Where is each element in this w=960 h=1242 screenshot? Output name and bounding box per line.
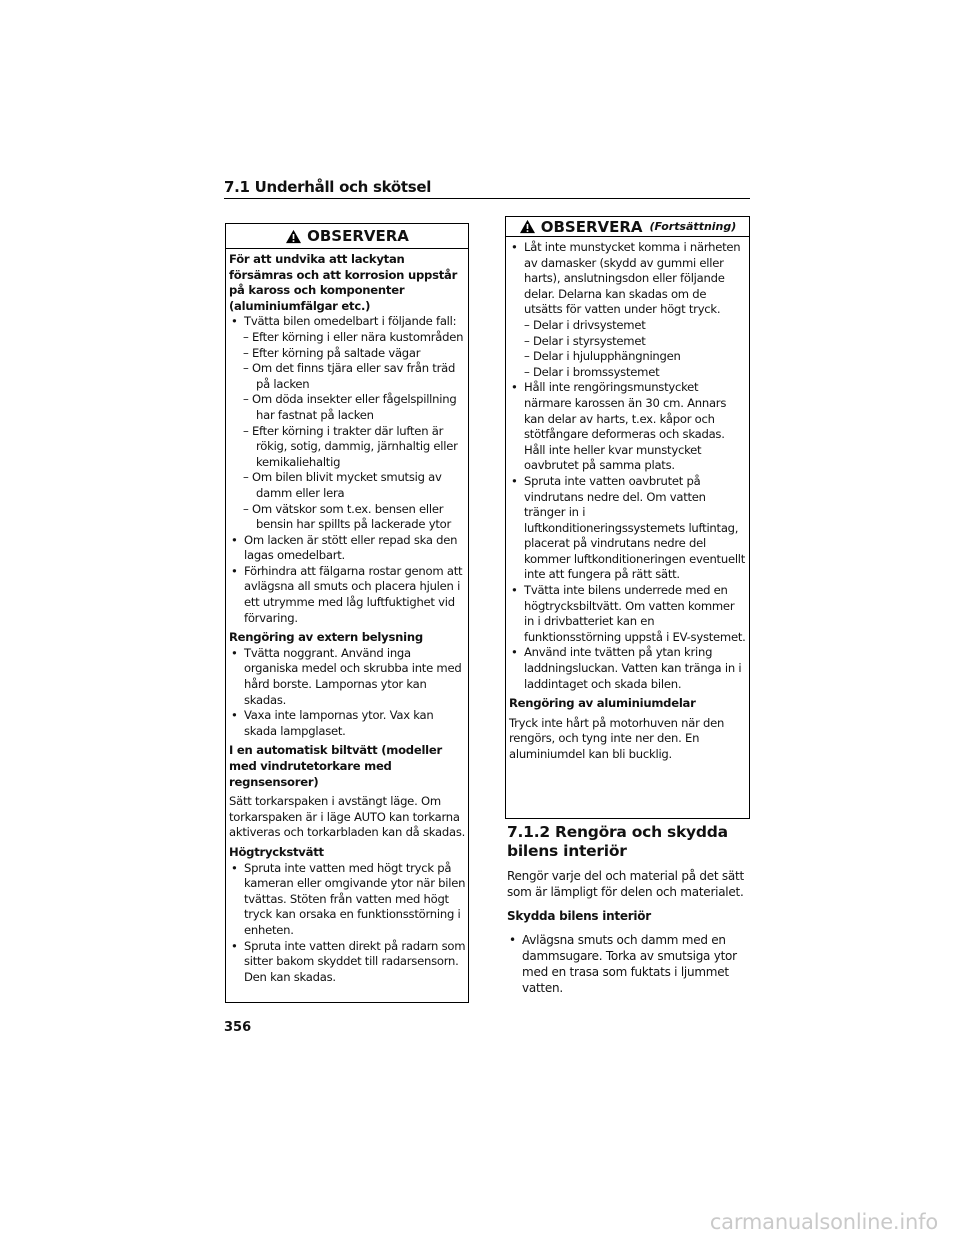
item-text: Tvätta bilen omedelbart i följande fall: bbox=[244, 314, 457, 329]
sub-item: – Efter körning på saltade vägar bbox=[243, 345, 421, 360]
item-text: Tvätta noggrant. Använd inga organiska medel och skrubba inte med hård borste. Lampornas ytor kan skadas. bbox=[244, 645, 462, 707]
sub-item: – Efter körning i eller nära kustområden bbox=[243, 329, 464, 344]
chapter-rule bbox=[224, 198, 750, 199]
bullet-dot: • bbox=[231, 645, 238, 660]
list-item bbox=[229, 646, 466, 708]
subheading: Rengöring av extern belysning bbox=[229, 630, 423, 645]
bullet-dot: • bbox=[231, 708, 238, 723]
caution-header bbox=[506, 217, 749, 237]
section-list bbox=[507, 932, 750, 996]
sub-item: – Delar i drivsystemet bbox=[524, 317, 646, 332]
item-text: Avlägsna smuts och damm med en dammsugare. Torka av smutsiga ytor med en trasa som fuktats i ljummet vatten. bbox=[522, 933, 737, 995]
item-text: Håll inte rengöringsmunstycket närmare karossen än 30 cm. Annars kan delar av harts, t.ex. kåpor och stötfångare deformeras och skadas. Håll inte heller kvar munstycket oavbrutet på samma plats. bbox=[524, 380, 727, 473]
list-item bbox=[509, 583, 747, 645]
page-number: 356 bbox=[224, 1020, 252, 1035]
item-text: Förhindra att fälgarna rostar genom att avlägsna all smuts och placera hjulen i ett utrymme med låg luftfuktighet vid förvaring. bbox=[244, 563, 463, 625]
list-item bbox=[229, 861, 466, 939]
item-text: Spruta inte vatten oavbrutet på vindrutans nedre del. Om vatten tränger in i luftkonditioneringssystemets luftintag, placerat på vindrutans nedre del kommer luftkonditioneringen eventuellt inte att fungera på rätt sätt. bbox=[524, 473, 746, 582]
list-item bbox=[509, 474, 747, 583]
bullet-dot: • bbox=[231, 532, 238, 547]
sub-item: – Om döda insekter eller fågelspillning har fastnat på lacken bbox=[243, 392, 457, 422]
sub-item: – Om vätskor som t.ex. bensen eller bensin har spillts på lackerade ytor bbox=[243, 501, 451, 532]
list-item bbox=[509, 380, 747, 474]
subheading: Rengöring av aluminiumdelar bbox=[509, 696, 696, 711]
sub-item: – Delar i styrsystemet bbox=[524, 333, 646, 348]
caution-body bbox=[226, 249, 468, 985]
bullet-dot: • bbox=[511, 240, 518, 254]
item-text: Använd inte tvätten på ytan kring laddningsluckan. Vatten kan tränga in i laddintaget och skada bilen. bbox=[524, 645, 742, 691]
bullet-dot: • bbox=[511, 473, 518, 488]
sub-item: – Delar i hjulupphängningen bbox=[524, 349, 681, 364]
bullet-dot: • bbox=[231, 314, 238, 329]
bullet-dot: • bbox=[231, 563, 238, 578]
item-text: Spruta inte vatten direkt på radarn som sitter bakom skyddet till radarsensorn. Den kan skadas. bbox=[244, 938, 466, 984]
list-item bbox=[509, 645, 747, 692]
section-title: 7.1.2 Rengöra och skydda bilens interiör bbox=[507, 823, 728, 860]
list-item bbox=[229, 708, 466, 739]
list-item bbox=[509, 240, 747, 318]
bullet-dot: • bbox=[231, 860, 238, 875]
item-text: Låt inte munstycket komma i närheten av damasker (skydd av gummi eller harts), anslutningsdon eller följande delar. Delarna kan skadas om de utsätts för vatten under högt tryck. bbox=[524, 240, 741, 317]
caution-box-right bbox=[505, 216, 750, 819]
item-text: Spruta inte vatten med högt tryck på kameran eller omgivande ytor när bilen tvättas. Stöten från vatten med högt tryck kan orsaka en funktionsstörning i enheten. bbox=[244, 860, 466, 937]
caution-intro: För att undvika att lackytan försämras och att korrosion uppstår på kaross och komponenter (aluminiumfälgar etc.) bbox=[229, 252, 458, 313]
sub-item: – Om det finns tjära eller sav från träd på lacken bbox=[243, 361, 456, 391]
caution-box-left bbox=[225, 223, 469, 1003]
paragraph: Sätt torkarspaken i avstängt läge. Om torkarspaken är i läge AUTO kan torkarna aktiveras och torkarbladen kan då skadas. bbox=[229, 794, 466, 840]
list-item bbox=[229, 939, 466, 986]
item-text: Tvätta inte bilens underrede med en högtrycksbiltvätt. Om vatten kommer in i drivbatteriet kan en funktionsstörning uppstå i EV-systemet. bbox=[524, 583, 746, 644]
caution-header bbox=[226, 224, 468, 249]
bullet-dot: • bbox=[511, 583, 518, 598]
sub-item: – Om bilen blivit mycket smutsig av damm eller lera bbox=[243, 470, 442, 500]
bullet-dot: • bbox=[511, 380, 518, 395]
list-item bbox=[229, 314, 466, 330]
watermark: carmanualsonline.info bbox=[709, 1210, 938, 1234]
subheading: I en automatisk biltvätt (modeller med vindrutetorkare med regnsensorer) bbox=[229, 743, 442, 789]
section-subheading: Skydda bilens interiör bbox=[507, 909, 651, 923]
warning-triangle-icon bbox=[519, 219, 536, 234]
sub-item: – Delar i bromssystemet bbox=[524, 364, 660, 379]
bullet-dot: • bbox=[231, 938, 238, 953]
caution-title: OBSERVERA bbox=[307, 227, 409, 245]
paragraph: Tryck inte hårt på motorhuven när den rengörs, och tyng inte ner den. En aluminiumdel kan bli bucklig. bbox=[509, 715, 725, 761]
item-text: Om lacken är stött eller repad ska den lagas omedelbart. bbox=[244, 532, 458, 563]
list-item bbox=[507, 932, 750, 996]
chapter-heading: 7.1 Underhåll och skötsel bbox=[224, 178, 432, 196]
warning-triangle-icon bbox=[285, 229, 302, 244]
sub-item: – Efter körning i trakter där luften är rökig, sotig, dammig, järnhaltig eller kemikaliehaltig bbox=[243, 423, 458, 469]
item-text: Vaxa inte lampornas ytor. Vax kan skada lampglaset. bbox=[244, 708, 434, 738]
list-item bbox=[229, 533, 466, 564]
list-item bbox=[229, 564, 466, 626]
caution-body bbox=[506, 237, 749, 763]
section-intro: Rengör varje del och material på det sätt som är lämpligt för delen och materialet. bbox=[507, 869, 744, 899]
continued-label: (Fortsättning) bbox=[649, 220, 737, 233]
bullet-dot: • bbox=[511, 645, 518, 660]
subheading: Högtryckstvätt bbox=[229, 844, 324, 859]
caution-title: OBSERVERA bbox=[540, 217, 643, 236]
bullet-dot: • bbox=[509, 933, 516, 947]
